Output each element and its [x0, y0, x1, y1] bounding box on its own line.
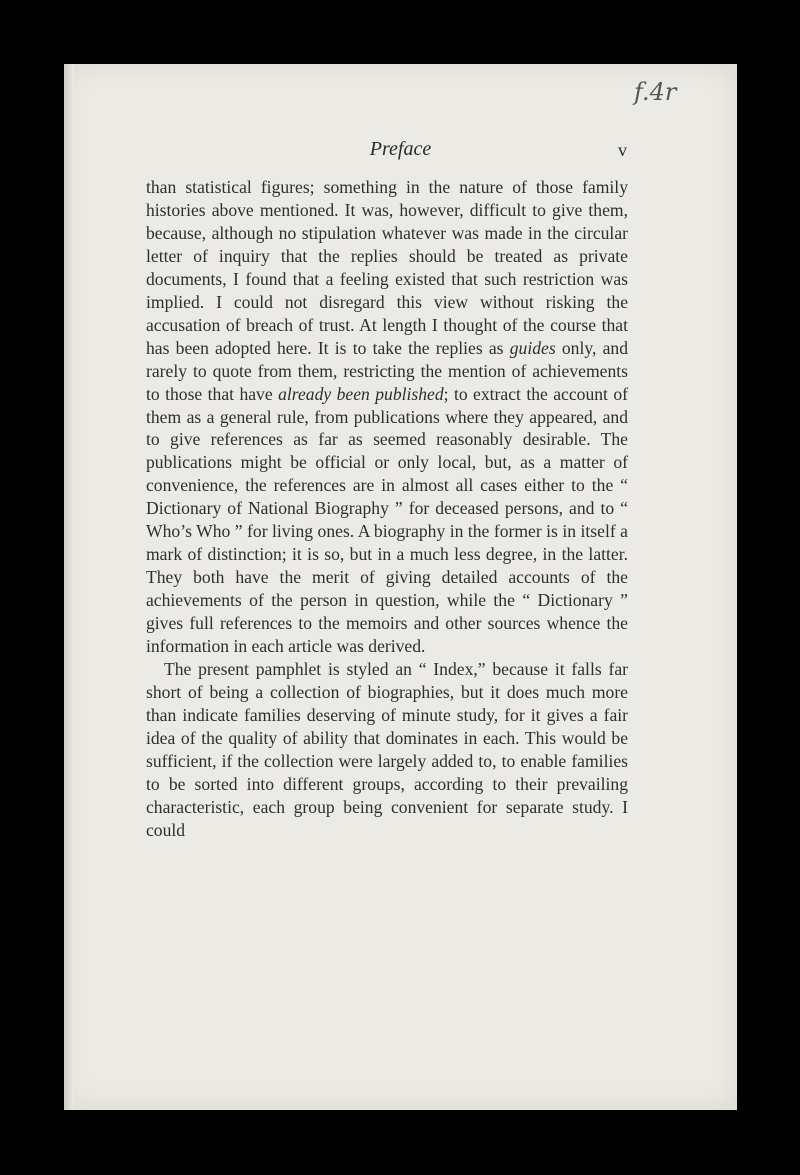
paragraph-2	[146, 658, 628, 842]
body-text	[146, 176, 628, 842]
paragraph-1-text-c: ; to extract the account of them as a general rule, from publications where they appeared, and to give references as far as seemed reasonably desirable. The publications might be official or only local, but, as a matter of convenience, the references are in almost all cases either to the “ Dictionary of National Biography ” for deceased persons, and to “ Who’s Who ” for living ones. A biography in the former is in itself a mark of distinction; it is so, but in a much less degree, in the latter. They both have the merit of giving detailed accounts of the achievements of the person in question, while the “ Dictionary ” gives full references to the memoirs and other sources whence the information in each article was derived.	[146, 383, 629, 657]
paragraph-2-text: The present pamphlet is styled an “ Index,” because it falls far short of being a collection of biographies, but it does much more than indicate families deserving of minute study, for it gives a fair idea of the quality of ability that dominates in each. This would be sufficient, if the collection were largely added to, to enable families to be sorted into different groups, according to their prevailing characteristic, each group being convenient for separate study. I could	[146, 659, 628, 840]
paragraph-1-italic-guides: guides	[509, 337, 556, 358]
paragraph-1-italic-already-published: already been published	[278, 383, 444, 404]
book-page	[64, 64, 737, 1110]
paragraph-1-text-a: than statistical figures; something in the nature of those family histories above mentioned. It was, however, difficult to give them, because, although no stipulation whatever was made in the circular letter of inquiry that the replies should be treated as private documents, I found that a feeling existed that such restriction was implied. I could not disregard this view without risking the accusation of breach of trust. At length I thought of the course that has been adopted here. It is to take the replies as	[146, 177, 628, 358]
running-head	[64, 138, 737, 168]
paragraph-1-text-b: only, and rarely to quote from them, restricting the mention of achievements to those that have	[146, 337, 629, 404]
page-number: v	[618, 140, 627, 160]
paragraph-1	[146, 176, 628, 658]
page-edge-shadow	[64, 64, 74, 1110]
running-head-title: Preface	[369, 138, 432, 160]
handwritten-folio-annotation: f.4r	[634, 78, 677, 106]
